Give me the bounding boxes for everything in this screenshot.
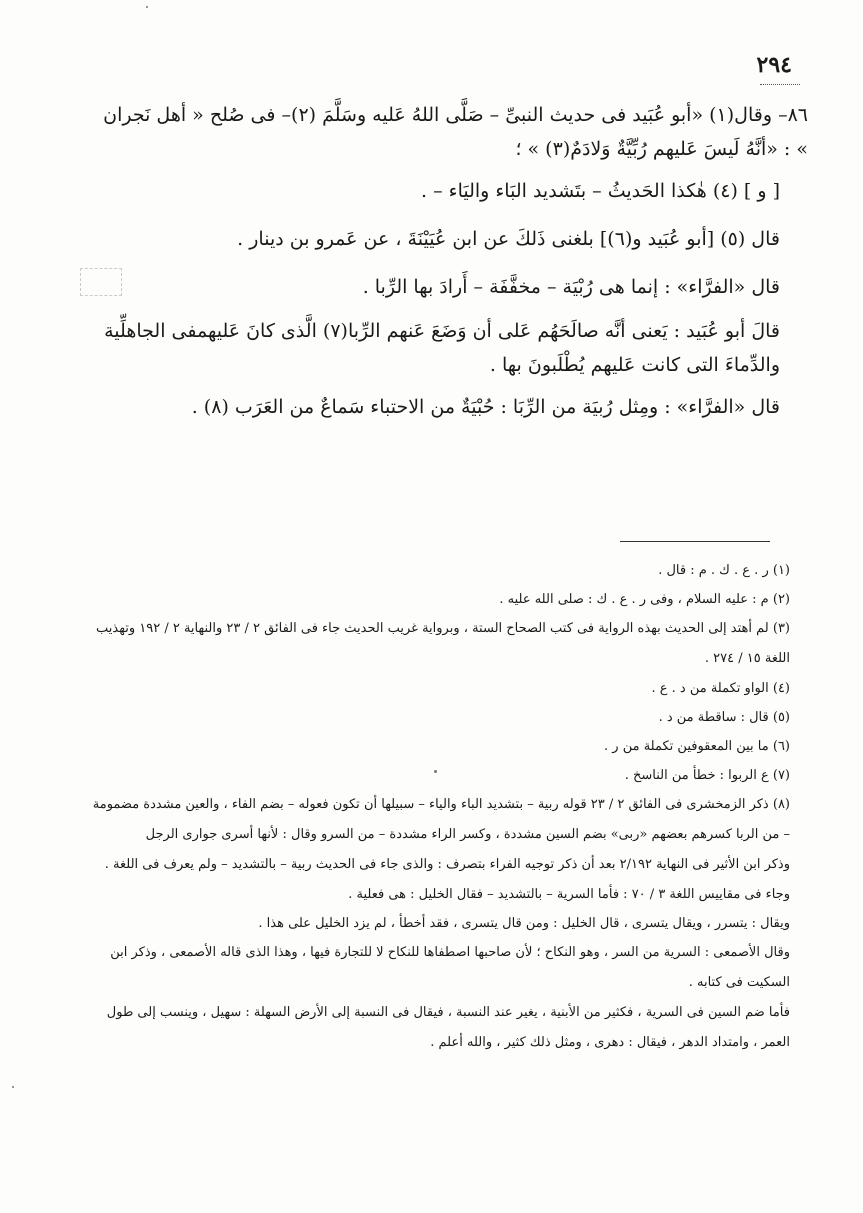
- footnote-1: (١) ر . ع . ك . م : قال .: [658, 563, 790, 578]
- paragraph-qal-abu-ubayd: قال (٥) [أبو عُبَيد و(٦)] بلغنى ذَلكَ عن ابن عُيَيْنَةَ ، عن عَمرو بن دينار .: [237, 228, 780, 250]
- footnote-8-ibn-athir: وذكر ابن الأثير فى النهاية ٢/١٩٢ بعد أن ذكر توجيه الفراء بتصرف : والذى جاء فى الحديث ربية – بالتشديد – ولم يعرف فى اللغة .: [104, 857, 790, 872]
- footnote-8-conclusion: فأما ضم السين فى السرية ، فكثير من الأبنية ، يغير عند النسبة ، فيقال فى النسبة إلى الأرض السهلة : سهيل ، وينسب إلى طول العمر ، وامتداد الدهر ، فيقال : دهرى ، ومثل ذلك كثير ، والله أعلم .: [106, 1005, 790, 1050]
- footnote-separator: [620, 541, 770, 542]
- footnote-2: (٢) م : عليه السلام ، وفى ر . ع . ك : صلى الله عليه .: [499, 592, 790, 607]
- page-number: ٢٩٤: [756, 52, 792, 78]
- main-text: [92, 98, 808, 424]
- footnote-5: (٥) قال : ساقطة من د .: [658, 710, 790, 725]
- footnote-3: (٣) لم أهتد إلى الحديث بهذه الرواية فى كتب الصحاح الستة ، وبرواية غريب الحديث جاء فى الفائق ٢ / ٢٣ والنهاية ٢ / ١٩٢ وتهذيب اللغة ١٥ / ٢٧٤ .: [96, 621, 790, 666]
- footnotes: [92, 556, 808, 1058]
- paragraph-abu-ubayd-explanation: قالَ أبو عُبَيد : يَعنى أنَّه صالَحَهُم عَلى أن وَضَعَ عَنهم الرِّبا(٧) الَّذى كانَ عَليهمفى الجاهلِّية والدِّماءَ التى كانت عَليهم يُطْلَبونَ بها .: [104, 320, 780, 376]
- paragraph-86: ٨٦– وقال(١) «أبو عُبَيد فى حديث النبىِّ – صَلَّى اللهُ عَليه وسَلَّمَ (٢)– فى صُلح « أهل نَجران » : «أنَّهُ لَيسَ عَليهم رُبِّيَّةٌ وَلادَمٌ(٣) » ؛: [103, 104, 808, 160]
- footnote-7: (٧) ع الربوا : خطأ من الناسخ .: [624, 768, 790, 783]
- footnote-8-maqayis: وجاء فى مقاييس اللغة ٣ / ٧٠ : فأما السرية – بالتشديد – فقال الخليل : هى فعلية .: [348, 887, 790, 902]
- footnote-8-khalil: ويقال : يتسرر ، ويقال يتسرى ، قال الخليل : ومن قال يتسرى ، فقد أخطأ ، لم يزد الخليل على هذا .: [258, 916, 790, 931]
- scan-speck: [434, 770, 437, 773]
- paragraph-hadith-note: [ و ] (٤) هٰكذا الحَديثُ – بتَشديد البَاء واليَاء – .: [421, 180, 780, 202]
- footnote-6: (٦) ما بين المعقوفين تكملة من ر .: [604, 739, 790, 754]
- footnote-8: (٨) ذكر الزمخشرى فى الفائق ٢ / ٢٣ قوله ربية – بتشديد الباء والياء – سبيلها أن تكون فعوله – بضم الفاء ، والعين مشددة مضمومة – من الربا كسرهم بعضهم «ربى» بضم السين مشددة ، وكسر الراء مشددة – من السرو وقال : لأنها أسرى جوارى الرجل: [92, 797, 790, 842]
- scan-speck: [12, 1086, 14, 1088]
- paragraph-qal-farra-2: قال «الفرَّاء» : ومِثل رُبيَة من الرِّبَا : حُبْيَةٌ من الاحتباء سَماعٌ من العَرَب (٨) .: [191, 396, 780, 418]
- scan-speck: [146, 6, 148, 8]
- page-number-underline: [760, 84, 800, 85]
- footnote-4: (٤) الواو تكملة من د . ع .: [651, 681, 790, 696]
- footnote-8-asmai: وقال الأصمعى : السرية من السر ، وهو النكاح ؛ لأن صاحبها اصطفاها للنكاح لا للتجارة فيها ، وهذا الذى قاله الأصمعى ، وذكر ابن السكيت فى كتابه .: [110, 945, 790, 990]
- paragraph-qal-farra-1: قال «الفرَّاء» : إنما هى رُبْيَة – مخفَّفَة – أَرادَ بها الرِّبا .: [362, 276, 780, 298]
